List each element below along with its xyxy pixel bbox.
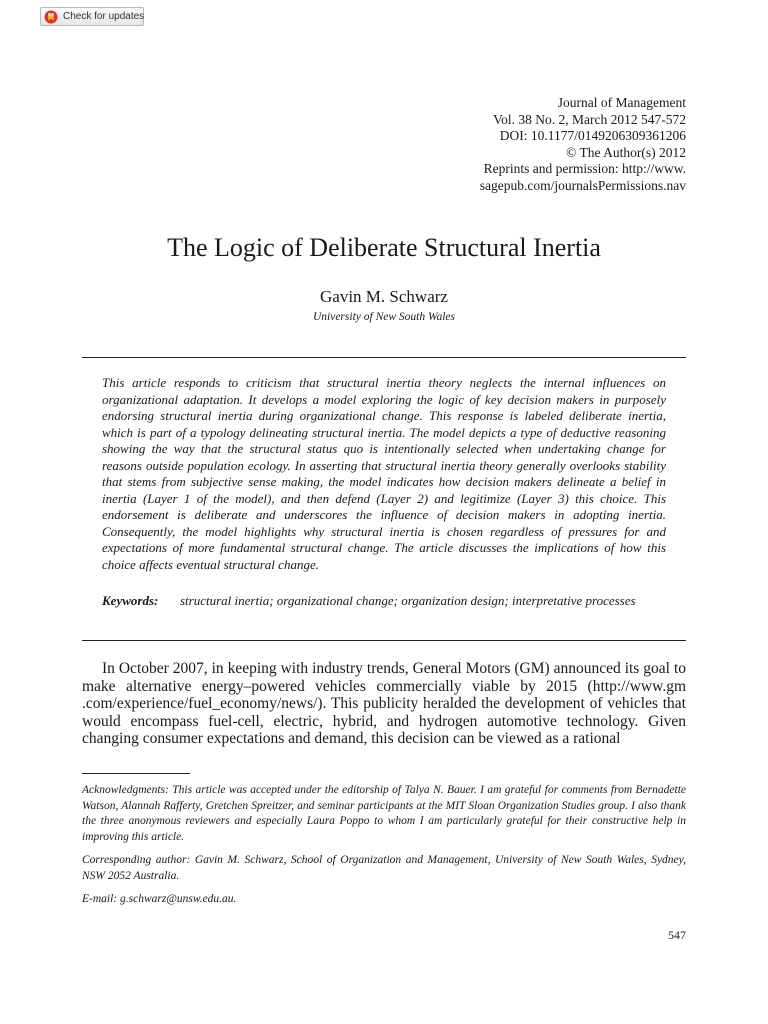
journal-volume: Vol. 38 No. 2, March 2012 547-572 bbox=[493, 111, 686, 127]
journal-reprints-line-2: sagepub.com/journalsPermissions.nav bbox=[479, 177, 686, 193]
author-affiliation: University of New South Wales bbox=[312, 311, 456, 323]
abstract-top-rule bbox=[82, 357, 686, 358]
check-for-updates-button[interactable] bbox=[40, 7, 144, 26]
journal-copyright: © The Author(s) 2012 bbox=[566, 144, 686, 160]
page-number: 547 bbox=[668, 928, 686, 942]
journal-name: Journal of Management bbox=[557, 95, 686, 110]
check-for-updates-label: Check for updates bbox=[63, 11, 145, 22]
keywords-label: Keywords: bbox=[102, 593, 159, 608]
abstract: This article responds to criticism that structural inertia theory neglects the internal influences on organizational adaptation. It develops a model exploring the logic of key decision makers in purposely endorsing structural inertia during organizational change. This response is labeled deliberate inertia, which is part of a typology delineating structural inertia. The model depicts a type of deductive reasoning showing the way that the structural status quo is intentionally selected when undertaking change for reasons outside population ecology. In asserting that structural inertia theory generally overlooks stability that stems from subjective sense making, the model indicates how decision makers delineate a belief in inertia (Layer 1 of the model), and then defend (Layer 2) and legitimize (Layer 3) this choice. This endorsement is deliberate and underscores the influence of decision makers in adopting inertia. Consequently, the model highlights why structural inertia is chosen regardless of pressures for and expectations of more fundamental structural change. The article discusses the implications of how this choice affects eventual structural change. bbox=[102, 375, 666, 572]
journal-reprints-line-1: Reprints and permission: http://www. bbox=[483, 161, 686, 176]
corresponding-author-footnote: Corresponding author: Gavin M. Schwarz, School of Organization and Management, University of New South Wales, Sydney, NSW 2052 Australia. bbox=[82, 854, 686, 882]
footnote-separator bbox=[82, 773, 190, 774]
body-paragraph: In October 2007, in keeping with industry trends, General Motors (GM) announced its goal to make alternative energy–powered vehicles commercially viable by 2015 (http://www.gm .com/experience/fuel_economy/news/). This publicity heralded the development of vehicles that would encompass fuel-cell, electric, hybrid, and hydrogen automotive technology. Given changing consumer expectations and demand, this decision can be viewed as a rational bbox=[82, 660, 686, 747]
author-name: Gavin M. Schwarz bbox=[320, 287, 448, 306]
acknowledgments-footnote: Acknowledgments: This article was accepted under the editorship of Talya N. Bauer. I am grateful for comments from Bernadette Watson, Alannah Rafferty, Gretchen Spreitzer, and seminar participants at the MIT Sloan Organization Studies group. I also thank the three anonymous reviewers and especially Laura Poppo to whom I am particularly grateful for their constructive help in improving this article. bbox=[82, 784, 686, 843]
journal-info bbox=[480, 95, 686, 194]
crossmark-icon bbox=[44, 10, 58, 24]
journal-doi: DOI: 10.1177/0149206309361206 bbox=[499, 128, 686, 143]
abstract-bottom-rule bbox=[82, 640, 686, 641]
email-footnote: E-mail: g.schwarz@unsw.edu.au. bbox=[82, 893, 237, 905]
article-title: The Logic of Deliberate Structural Inertia bbox=[167, 233, 601, 262]
keywords-list: structural inertia; organizational change; organization design; interpretative processes bbox=[180, 593, 636, 608]
keywords bbox=[102, 593, 666, 610]
